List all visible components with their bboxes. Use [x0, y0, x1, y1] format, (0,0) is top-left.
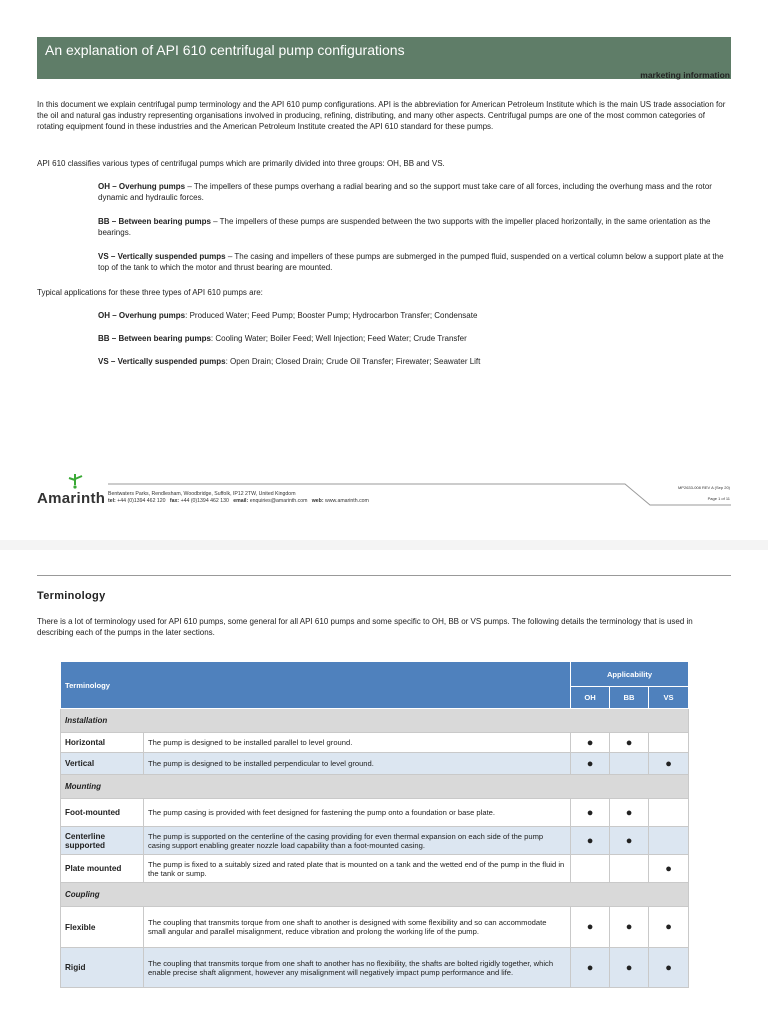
section-label: Coupling: [61, 883, 689, 907]
table-row: [61, 799, 689, 827]
section-row: [61, 775, 689, 799]
term-cell: Horizontal: [61, 733, 144, 753]
application-text: : Produced Water; Feed Pump; Booster Pump; Hydrocarbon Transfer; Condensate: [185, 311, 478, 320]
title-bar: [37, 37, 731, 79]
group-label: OH – Overhung pumps: [98, 182, 186, 191]
applicability-oh-cell: ●: [571, 733, 610, 753]
applicability-oh-cell: ●: [571, 799, 610, 827]
description-cell: The coupling that transmits torque from one shaft to another has no flexibility, the shafts are bolted rigidly together, which enable precise shaft alignment, however any misalignment will negatively impact pump performance and life.: [144, 948, 571, 988]
divider: [37, 575, 731, 576]
term-cell: Vertical: [61, 753, 144, 775]
applicability-vs-cell: ●: [649, 948, 689, 988]
group-oh: [98, 181, 730, 203]
description-cell: The pump casing is provided with feet designed for fastening the pump onto a foundation or base plate.: [144, 799, 571, 827]
applicability-bb-cell: [610, 855, 649, 883]
application-label: VS – Vertically suspended pumps: [98, 357, 226, 366]
group-text: – The impellers of these pumps are suspended between the two supports with the impeller placed horizontally, in the same orientation as the bearings.: [98, 217, 711, 237]
applicability-bb-cell: ●: [610, 948, 649, 988]
applicability-vs-cell: ●: [649, 753, 689, 775]
group-label: BB – Between bearing pumps: [98, 217, 211, 226]
term-cell: Foot-mounted: [61, 799, 144, 827]
table-row: [61, 733, 689, 753]
applicability-vs-cell: [649, 733, 689, 753]
footer-address: [108, 491, 369, 505]
applicability-vs-cell: [649, 799, 689, 827]
applicability-vs-cell: ●: [649, 907, 689, 948]
web-link[interactable]: www.amarinth.com: [325, 498, 369, 504]
description-cell: The pump is designed to be installed perpendicular to level ground.: [144, 753, 571, 775]
classify-paragraph: API 610 classifies various types of centrifugal pumps which are primarily divided into three groups: OH, BB and VS.: [37, 159, 445, 168]
table-row: [61, 948, 689, 988]
terminology-intro: There is a lot of terminology used for API 610 pumps, some general for all API 610 pumps and some specific to OH, BB or VS pumps. The following details the terminology that is used in describing each of the pumps in the later sections.: [37, 617, 693, 637]
description-cell: The pump is supported on the centerline of the casing providing for even thermal expansion on each side of the pump casing support enabling greater nozzle load capability than a foot-mounted casing.: [144, 827, 571, 855]
applicability-bb-cell: ●: [610, 827, 649, 855]
group-vs: [98, 251, 730, 273]
typical-paragraph: Typical applications for these three types of API 610 pumps are:: [37, 288, 263, 297]
applicability-oh-cell: ●: [571, 753, 610, 775]
contact-line: tel: +44 (0)1394 462 120 fax: +44 (0)1394 462 130 email: enquiries@amarinth.com web: www.amarinth.com: [108, 498, 369, 504]
application-label: OH – Overhung pumps: [98, 311, 186, 320]
table-row: [61, 855, 689, 883]
description-cell: The coupling that transmits torque from one shaft to another is designed with some flexibility and so can accommodate small angular and parallel misalignment, reduce vibration and prolong the working life of the pump.: [144, 907, 571, 948]
footer-meta: [678, 482, 730, 504]
application-text: : Open Drain; Closed Drain; Crude Oil Transfer; Firewater; Seawater Lift: [225, 357, 481, 366]
applicability-bb-cell: ●: [610, 733, 649, 753]
applicability-oh-cell: ●: [571, 907, 610, 948]
col-vs: VS: [649, 687, 689, 709]
col-bb: BB: [610, 687, 649, 709]
term-cell: Rigid: [61, 948, 144, 988]
page-break: [0, 540, 768, 550]
group-text: – The casing and impellers of these pumps are submerged in the pumped fluid, suspended on a vertical column below a support plate at the top of the tank to which the motor and thrust bearing are mounted.: [98, 252, 724, 272]
applicability-bb-cell: ●: [610, 799, 649, 827]
email-link[interactable]: enquiries@amarinth.com: [249, 498, 308, 504]
terminology-table: [60, 661, 689, 988]
application-bb: [98, 333, 730, 344]
col-oh: OH: [571, 687, 610, 709]
doc-ref: MP2633-008 REV A (Sep 20): [677, 485, 730, 490]
applicability-vs-cell: ●: [649, 855, 689, 883]
applicability-oh-cell: [571, 855, 610, 883]
applicability-oh-cell: ●: [571, 948, 610, 988]
page-number: Page 1 of 11: [707, 496, 730, 501]
application-text: : Cooling Water; Boiler Feed; Well Injection; Feed Water; Crude Transfer: [210, 334, 467, 343]
applicability-vs-cell: [649, 827, 689, 855]
table-row: [61, 753, 689, 775]
intro-paragraph: In this document we explain centrifugal pump terminology and the API 610 pump configurations. API is the abbreviation for American Petroleum Institute which is the main US trade association for the oil and natural gas industry representing organisations involved in producing, refining, distributing, and many other aspects. Centrifugal pumps are one of the most common categories of rotating equipment found in these industries and the American Petroleum Institute created the API 610 standard for these pumps.: [37, 100, 726, 131]
col-applicability: Applicability: [571, 662, 689, 687]
term-cell: Centerline supported: [61, 827, 144, 855]
group-label: VS – Vertically suspended pumps: [98, 252, 226, 261]
page-title: An explanation of API 610 centrifugal pump configurations: [45, 42, 405, 58]
applicability-bb-cell: ●: [610, 907, 649, 948]
subhead: marketing information: [640, 70, 730, 80]
applicability-oh-cell: ●: [571, 827, 610, 855]
group-bb: [98, 216, 730, 238]
section-label: Mounting: [61, 775, 689, 799]
term-cell: Flexible: [61, 907, 144, 948]
applicability-bb-cell: [610, 753, 649, 775]
application-vs: [98, 356, 730, 367]
description-cell: The pump is designed to be installed parallel to level ground.: [144, 733, 571, 753]
brand-name: Amarinth: [37, 490, 106, 507]
application-label: BB – Between bearing pumps: [98, 334, 211, 343]
col-terminology: Terminology: [61, 662, 571, 709]
section-row: [61, 883, 689, 907]
section-heading: Terminology: [37, 590, 106, 602]
section-label: Installation: [61, 709, 689, 733]
group-text: – The impellers of these pumps overhang a radial bearing and so the support must take care of all forces, including the overhung mass and the rotor dynamic and hydraulic forces.: [98, 182, 712, 202]
description-cell: The pump is fixed to a suitably sized and rated plate that is mounted on a tank and the wetted end of the pump in the fluid in the tank or sump.: [144, 855, 571, 883]
term-cell: Plate mounted: [61, 855, 144, 883]
leaf-icon: [61, 472, 97, 490]
table-row: [61, 907, 689, 948]
address-line: Bentwaters Parks, Rendlesham, Woodbridge, Suffolk, IP12 2TW, United Kingdom: [108, 491, 296, 497]
application-oh: [98, 310, 730, 321]
section-row: [61, 709, 689, 733]
table-row: [61, 827, 689, 855]
